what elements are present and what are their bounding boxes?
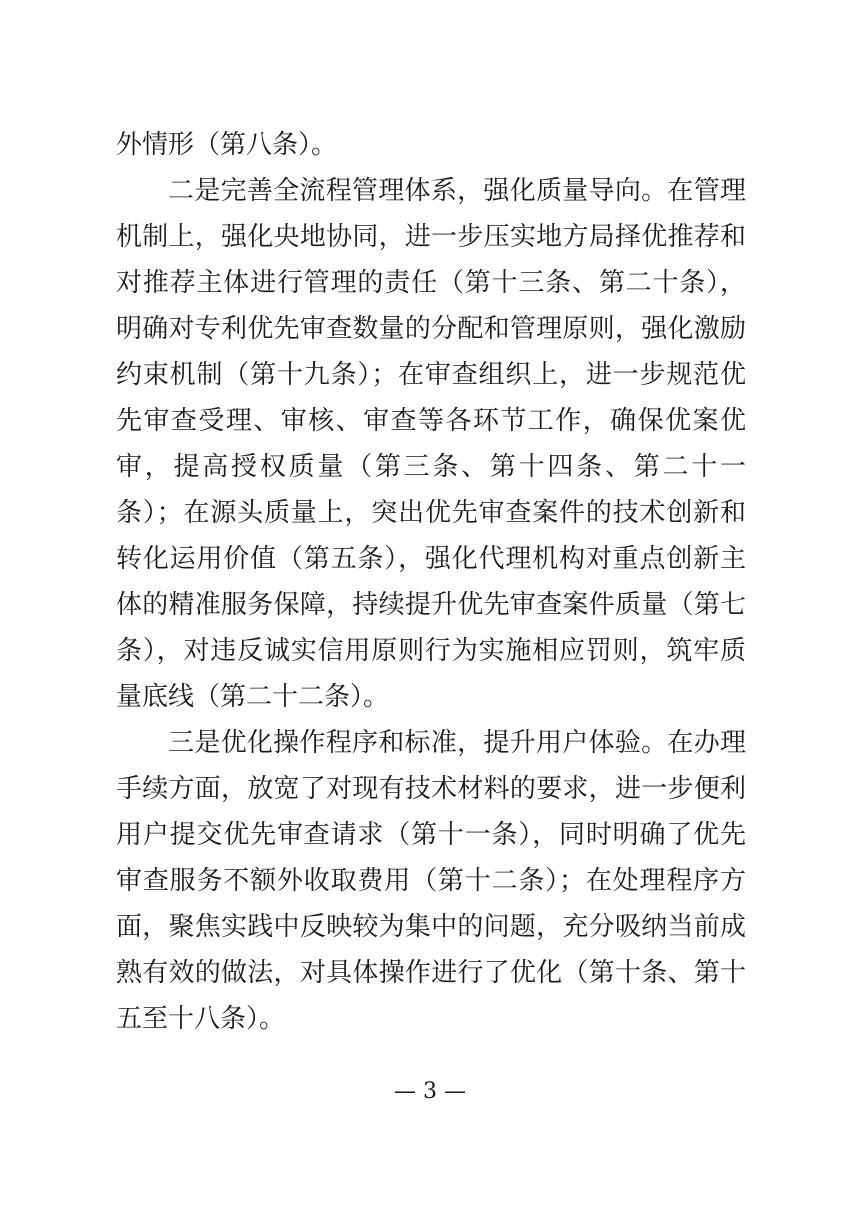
paragraph-1 bbox=[116, 122, 746, 168]
paragraph-1-text: 外情形（第八条）。 bbox=[116, 130, 338, 160]
paragraph-3 bbox=[116, 720, 746, 1042]
paragraph-3-text: 在办理手续方面，放宽了对现有技术材料的要求，进一步便利用户提交优先审查请求（第十一条），同时明确了优先审查服务不额外收取费用（第十二条）；在处理程序方面，聚焦实践中反映较为集中的问题，充分吸纳当前成熟有效的做法，对具体操作进行了优化（第十条、第十五至十八条）。 bbox=[116, 728, 746, 1034]
document-body bbox=[116, 122, 746, 1042]
paragraph-2-text: 在管理机制上，强化央地协同，进一步压实地方局择优推荐和对推荐主体进行管理的责任（第十三条、第二十条），明确对专利优先审查数量的分配和管理原则，强化激励约束机制（第十九条）；在审查组织上，进一步规范优先审查受理、审核、审查等各环节工作，确保优案优审，提高授权质量（第三条、第十四条、第二十一条）；在源头质量上，突出优先审查案件的技术创新和转化运用价值（第五条），强化代理机构对重点创新主体的精准服务保障，持续提升优先审查案件质量（第七条），对违反诚实信用原则行为实施相应罚则，筑牢质量底线（第二十二条）。 bbox=[116, 176, 746, 712]
page-number: — 3 — bbox=[394, 1079, 466, 1104]
paragraph-2 bbox=[116, 168, 746, 720]
paragraph-3-lead: 三是优化操作程序和标准，提升用户体验。 bbox=[168, 728, 668, 758]
paragraph-2-lead: 二是完善全流程管理体系，强化质量导向。 bbox=[168, 176, 668, 206]
